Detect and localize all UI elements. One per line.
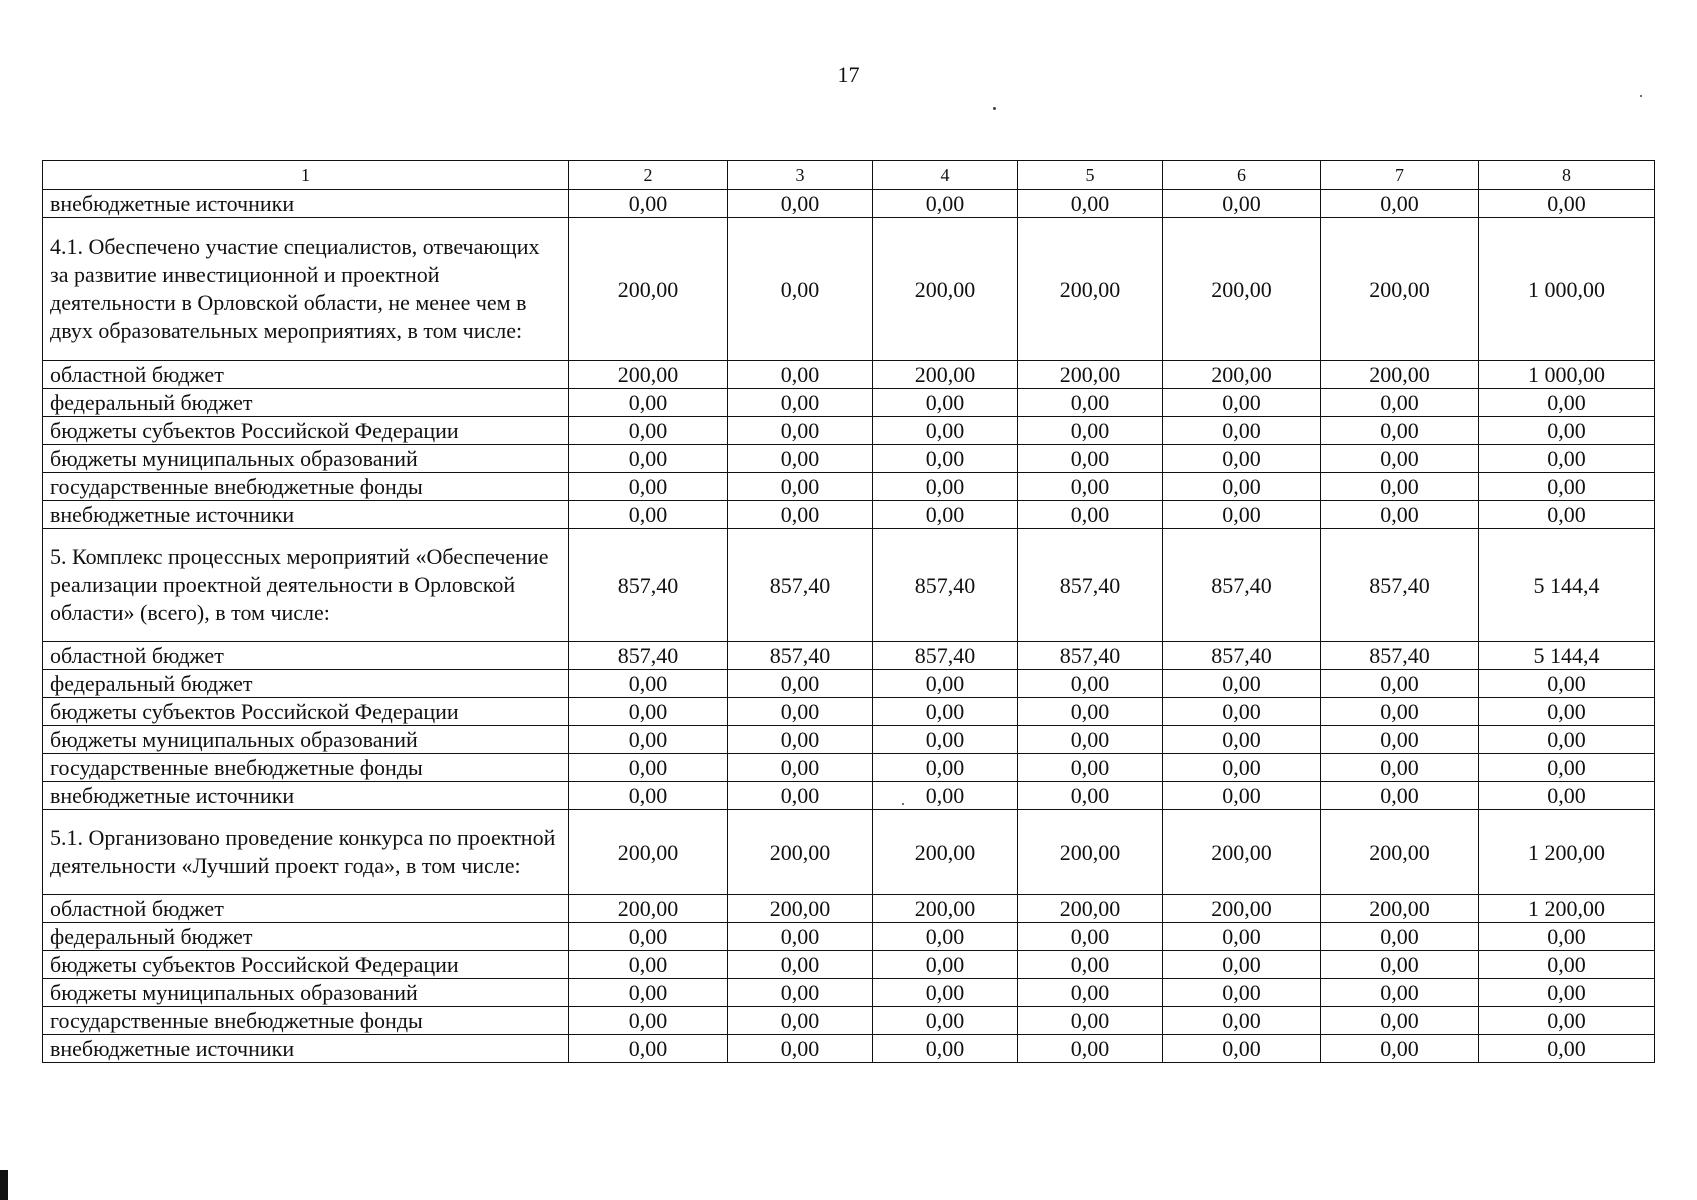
value-cell: 0,00 [1479,417,1655,445]
row-label: областной бюджет [43,361,569,389]
value-cell: 857,40 [1321,642,1479,670]
value-cell: 0,00 [1018,923,1163,951]
row-label: внебюджетные источники [43,190,569,218]
value-cell: 200,00 [569,361,728,389]
scan-speck [993,107,996,110]
value-cell: 5 144,4 [1479,529,1655,642]
value-cell: 0,00 [728,698,873,726]
value-cell: 0,00 [728,1007,873,1035]
column-number-row [43,161,1655,190]
page-number: 17 [837,62,860,87]
row-label: федеральный бюджет [43,389,569,417]
row-label: бюджеты муниципальных образований [43,445,569,473]
column-number: 6 [1163,161,1321,190]
value-cell: 857,40 [728,642,873,670]
value-cell: 0,00 [1321,979,1479,1007]
value-cell: 0,00 [873,1035,1018,1063]
value-cell: 0,00 [569,389,728,417]
value-cell: 0,00 [873,190,1018,218]
value-cell: 5 144,4 [1479,642,1655,670]
value-cell: 0,00 [873,979,1018,1007]
value-cell: 0,00 [1018,473,1163,501]
value-cell: 0,00 [728,218,873,361]
value-cell: 0,00 [1018,754,1163,782]
value-cell: 0,00 [1163,754,1321,782]
value-cell: 0,00 [1018,670,1163,698]
value-cell: 0,00 [569,1007,728,1035]
value-cell: 0,00 [1163,1035,1321,1063]
value-cell: 857,40 [873,642,1018,670]
value-cell: 0,00 [1479,782,1655,810]
scan-speck [1640,95,1642,97]
value-cell: 200,00 [873,810,1018,895]
value-cell: 200,00 [873,895,1018,923]
row-label: внебюджетные источники [43,501,569,529]
value-cell: 0,00 [569,698,728,726]
value-cell: 0,00 [1163,923,1321,951]
row-label: бюджеты субъектов Российской Федерации [43,417,569,445]
value-cell: 1 200,00 [1479,895,1655,923]
value-cell: 0,00 [1321,417,1479,445]
value-cell: 0,00 [728,1035,873,1063]
row-label: бюджеты субъектов Российской Федерации [43,698,569,726]
column-number: 4 [873,161,1018,190]
value-cell: 0,00 [1479,726,1655,754]
value-cell: 0,00 [1163,698,1321,726]
value-cell: 0,00 [1018,698,1163,726]
value-cell: 0,00 [1018,501,1163,529]
value-cell: 0,00 [1018,417,1163,445]
value-cell: 0,00 [1018,726,1163,754]
value-cell: 0,00 [1479,1035,1655,1063]
table-row [43,923,1655,951]
value-cell: 0,00 [1321,670,1479,698]
value-cell: 0,00 [873,951,1018,979]
column-number: 7 [1321,161,1479,190]
value-cell: 0,00 [873,473,1018,501]
value-cell: 0,00 [728,951,873,979]
value-cell: 0,00 [1321,754,1479,782]
value-cell: 200,00 [873,361,1018,389]
value-cell: 0,00 [873,417,1018,445]
value-cell: 0,00 [1321,698,1479,726]
value-cell: 0,00 [1163,726,1321,754]
column-number: 1 [43,161,569,190]
value-cell: 200,00 [728,810,873,895]
value-cell: 200,00 [873,218,1018,361]
table-row [43,979,1655,1007]
value-cell: 0,00 [1163,445,1321,473]
value-cell: 1 000,00 [1479,361,1655,389]
table-row [43,895,1655,923]
value-cell: 0,00 [569,501,728,529]
value-cell: 1 000,00 [1479,218,1655,361]
value-cell: 0,00 [569,979,728,1007]
table-row [43,473,1655,501]
value-cell: 0,00 [1163,782,1321,810]
value-cell: 0,00 [1321,389,1479,417]
column-number: 3 [728,161,873,190]
row-label: областной бюджет [43,895,569,923]
value-cell: 0,00 [569,754,728,782]
value-cell: 0,00 [728,473,873,501]
value-cell: 0,00 [873,923,1018,951]
table-row [43,754,1655,782]
value-cell: 0,00 [1018,782,1163,810]
value-cell: 0,00 [728,417,873,445]
value-cell: 0,00 [728,670,873,698]
value-cell: 0,00 [728,389,873,417]
value-cell: 0,00 [569,923,728,951]
value-cell: 0,00 [569,726,728,754]
value-cell: 0,00 [1479,698,1655,726]
value-cell: 0,00 [1163,670,1321,698]
column-number: 5 [1018,161,1163,190]
value-cell: 0,00 [569,782,728,810]
value-cell: 0,00 [1321,1007,1479,1035]
value-cell: 0,00 [1321,782,1479,810]
table-row [43,698,1655,726]
value-cell: 857,40 [569,529,728,642]
value-cell: 0,00 [1479,923,1655,951]
value-cell: 0,00 [1321,501,1479,529]
value-cell: 0,00 [1018,979,1163,1007]
value-cell: 0,00 [569,670,728,698]
value-cell: 200,00 [728,895,873,923]
value-cell: 0,00 [728,190,873,218]
table-row [43,1035,1655,1063]
table-row [43,417,1655,445]
value-cell: 0,00 [728,501,873,529]
row-label: внебюджетные источники [43,1035,569,1063]
column-number: 8 [1479,161,1655,190]
value-cell: 0,00 [873,698,1018,726]
value-cell: 0,00 [1018,445,1163,473]
value-cell: 0,00 [873,726,1018,754]
value-cell: 200,00 [1018,810,1163,895]
value-cell: 0,00 [1479,501,1655,529]
value-cell: 0,00 [1163,1007,1321,1035]
value-cell: 857,40 [728,529,873,642]
value-cell: 0,00 [1479,445,1655,473]
row-label: 5.1. Организовано проведение конкурса по проектной деятельности «Лучший проект года», в том числе: [43,810,569,895]
row-label: федеральный бюджет [43,923,569,951]
value-cell: 0,00 [1018,1035,1163,1063]
table-row [43,218,1655,361]
value-cell: 0,00 [569,417,728,445]
value-cell: 200,00 [1163,810,1321,895]
value-cell: 0,00 [1321,445,1479,473]
row-label: 5. Комплекс процессных мероприятий «Обеспечение реализации проектной деятельности в Орловской области» (всего), в том числе: [43,529,569,642]
value-cell: 200,00 [1018,218,1163,361]
value-cell: 200,00 [1321,810,1479,895]
table-row [43,1007,1655,1035]
value-cell: 200,00 [1321,361,1479,389]
value-cell: 0,00 [1163,501,1321,529]
value-cell: 200,00 [1321,218,1479,361]
value-cell: 0,00 [1018,1007,1163,1035]
value-cell: 0,00 [728,445,873,473]
value-cell: 0,00 [873,1007,1018,1035]
row-label: бюджеты муниципальных образований [43,726,569,754]
value-cell: 0,00 [873,782,1018,810]
value-cell: 0,00 [1479,979,1655,1007]
value-cell: 0,00 [728,726,873,754]
value-cell: 0,00 [1321,923,1479,951]
table-row [43,190,1655,218]
value-cell: 857,40 [873,529,1018,642]
table-row [43,642,1655,670]
table-row [43,810,1655,895]
row-label: государственные внебюджетные фонды [43,1007,569,1035]
row-label: бюджеты муниципальных образований [43,979,569,1007]
table-row [43,445,1655,473]
value-cell: 0,00 [1163,417,1321,445]
value-cell: 0,00 [873,501,1018,529]
value-cell: 0,00 [1163,389,1321,417]
value-cell: 0,00 [1479,389,1655,417]
value-cell: 0,00 [569,473,728,501]
row-label: государственные внебюджетные фонды [43,473,569,501]
value-cell: 0,00 [1321,473,1479,501]
value-cell: 200,00 [1163,361,1321,389]
value-cell: 200,00 [1018,361,1163,389]
value-cell: 200,00 [569,218,728,361]
table-row [43,670,1655,698]
value-cell: 0,00 [569,951,728,979]
table-row [43,529,1655,642]
value-cell: 0,00 [1321,726,1479,754]
column-number: 2 [569,161,728,190]
value-cell: 0,00 [1479,190,1655,218]
budget-table [42,160,1655,1063]
row-label: внебюджетные источники [43,782,569,810]
value-cell: 1 200,00 [1479,810,1655,895]
row-label: областной бюджет [43,642,569,670]
value-cell: 857,40 [1321,529,1479,642]
table-row [43,726,1655,754]
value-cell: 0,00 [569,190,728,218]
value-cell: 0,00 [728,923,873,951]
value-cell: 0,00 [1163,473,1321,501]
value-cell: 0,00 [873,670,1018,698]
row-label: бюджеты субъектов Российской Федерации [43,951,569,979]
value-cell: 200,00 [1163,218,1321,361]
table-row [43,782,1655,810]
table-row [43,389,1655,417]
binding-mark [0,1170,8,1200]
value-cell: 0,00 [569,445,728,473]
value-cell: 200,00 [569,810,728,895]
value-cell: 0,00 [569,1035,728,1063]
value-cell: 857,40 [1018,529,1163,642]
value-cell: 0,00 [1479,951,1655,979]
value-cell: 0,00 [873,389,1018,417]
value-cell: 0,00 [1163,951,1321,979]
value-cell: 200,00 [1163,895,1321,923]
value-cell: 0,00 [728,782,873,810]
table-row [43,951,1655,979]
value-cell: 857,40 [1163,529,1321,642]
value-cell: 0,00 [1163,979,1321,1007]
value-cell: 0,00 [728,754,873,782]
value-cell: 857,40 [1163,642,1321,670]
value-cell: 0,00 [1018,951,1163,979]
table-row [43,501,1655,529]
value-cell: 0,00 [1163,190,1321,218]
row-label: государственные внебюджетные фонды [43,754,569,782]
value-cell: 0,00 [1321,190,1479,218]
row-label: 4.1. Обеспечено участие специалистов, отвечающих за развитие инвестиционной и проектной деятельности в Орловской области, не менее чем в двух образовательных мероприятиях, в том числе: [43,218,569,361]
value-cell: 200,00 [1018,895,1163,923]
value-cell: 0,00 [1479,670,1655,698]
value-cell: 0,00 [1479,1007,1655,1035]
value-cell: 0,00 [728,361,873,389]
value-cell: 0,00 [728,979,873,1007]
value-cell: 0,00 [873,754,1018,782]
value-cell: 0,00 [873,445,1018,473]
value-cell: 857,40 [569,642,728,670]
value-cell: 0,00 [1321,1035,1479,1063]
value-cell: 857,40 [1018,642,1163,670]
value-cell: 200,00 [569,895,728,923]
value-cell: 0,00 [1479,754,1655,782]
table-row [43,361,1655,389]
value-cell: 0,00 [1018,190,1163,218]
value-cell: 200,00 [1321,895,1479,923]
value-cell: 0,00 [1321,951,1479,979]
value-cell: 0,00 [1479,473,1655,501]
row-label: федеральный бюджет [43,670,569,698]
table-body [43,190,1655,1063]
value-cell: 0,00 [1018,389,1163,417]
